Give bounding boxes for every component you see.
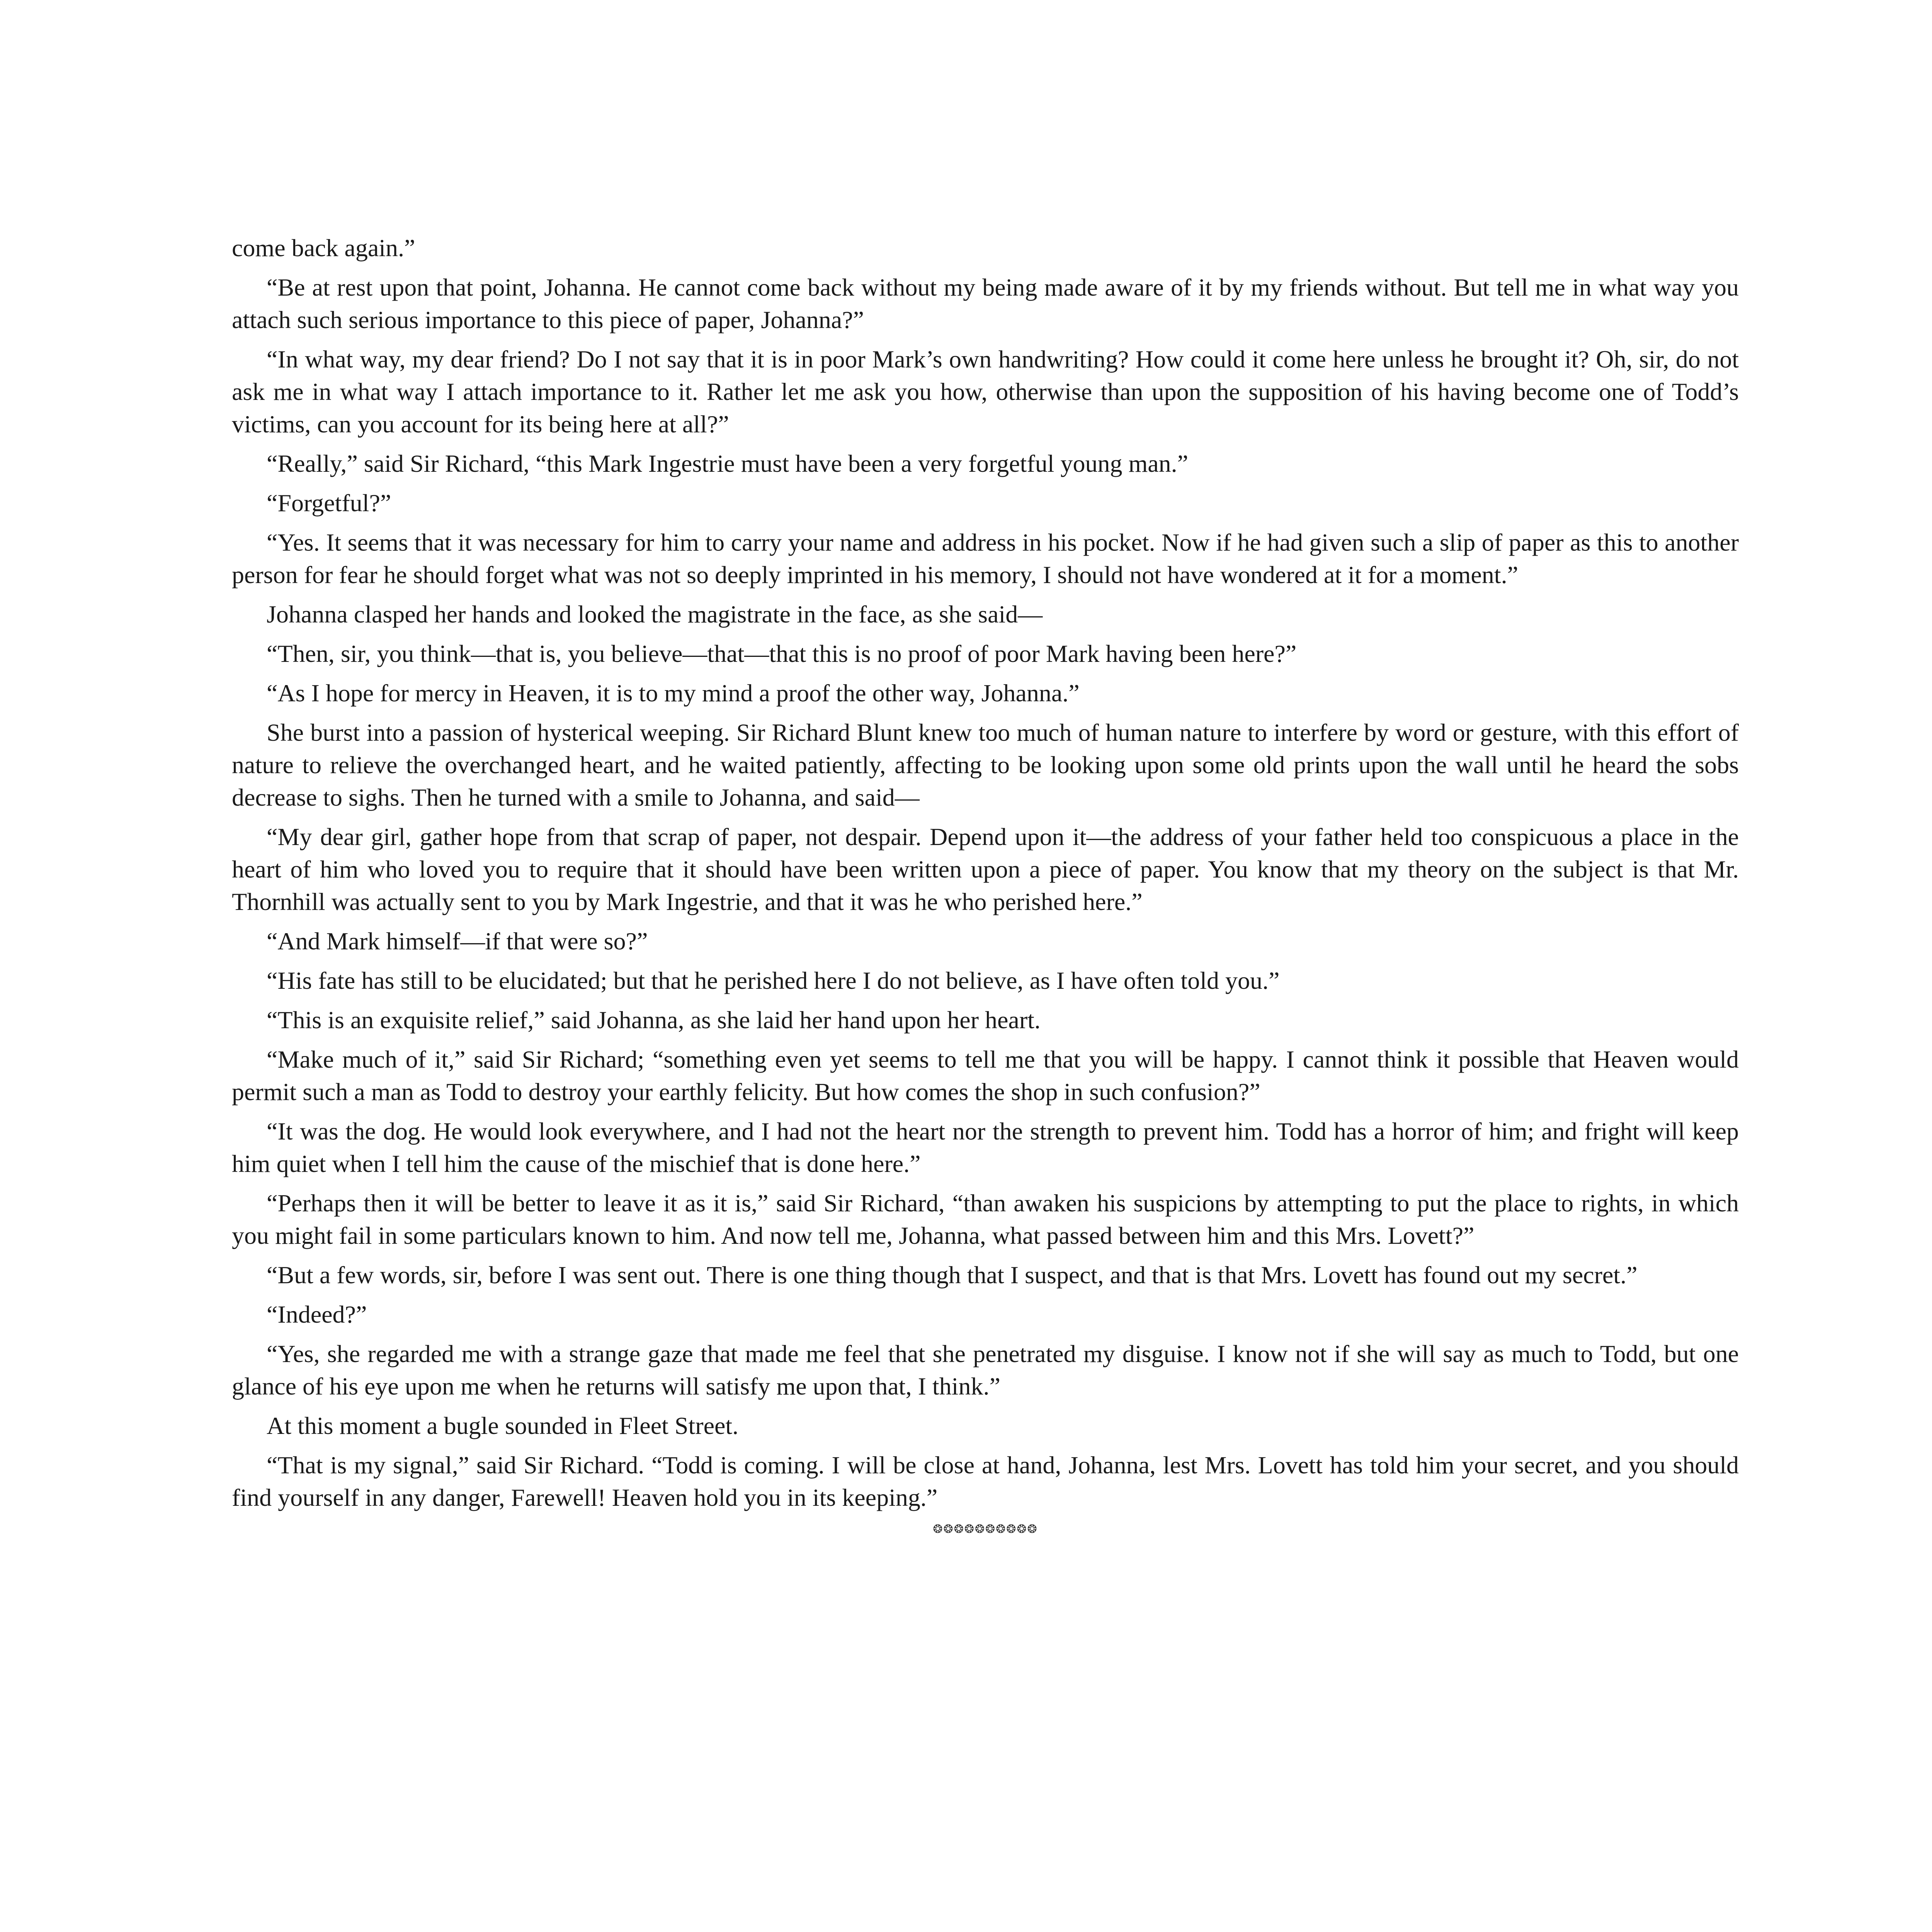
paragraph-14: “This is an exquisite relief,” said Johanna, as she laid her hand upon her heart.: [267, 1006, 1041, 1034]
paragraph-2: “Be at rest upon that point, Johanna. He cannot come back without my being made aware of it by my friends without. But tell me in what way you attach such serious importance to this piece of paper, Johanna?”: [232, 274, 1739, 333]
paragraph-18: “But a few words, sir, before I was sent out. There is one thing though that I suspect, and that is that Mrs. Lovett has found out my secret.”: [267, 1261, 1638, 1289]
paragraph-1: come back again.”: [232, 234, 415, 262]
paragraph-19: “Indeed?”: [267, 1301, 367, 1328]
paragraph-8: “Then, sir, you think—that is, you believe—that—that this is no proof of poor Mark having been here?”: [267, 640, 1297, 667]
paragraph-13: “His fate has still to be elucidated; but that he perished here I do not believe, as I have often told you.”: [267, 967, 1280, 994]
page-body: [232, 232, 1739, 1537]
paragraph-16: “It was the dog. He would look everywhere, and I had not the heart nor the strength to prevent him. Todd has a horror of him; and fright will keep him quiet when I tell him the cause of the mischief that is done here.”: [232, 1117, 1739, 1177]
paragraph-10: She burst into a passion of hysterical weeping. Sir Richard Blunt knew too much of human nature to interfere by word or gesture, with this effort of nature to relieve the overchanged heart, and he waited patiently, affecting to be looking upon some old prints upon the wall until he heard the sobs decrease to sighs. Then he turned with a smile to Johanna, and said—: [232, 719, 1739, 811]
section-end-ornament: ❂❂❂❂❂❂❂❂❂❂: [933, 1522, 1038, 1536]
paragraph-11: “My dear girl, gather hope from that scrap of paper, not despair. Depend upon it—the address of your father held too conspicuous a place in the heart of him who loved you to require that it should have been written upon a piece of paper. You know that my theory on the subject is that Mr. Thornhill was actually sent to you by Mark Ingestrie, and that it was he who perished here.”: [232, 823, 1739, 915]
paragraph-12: “And Mark himself—if that were so?”: [267, 927, 648, 955]
paragraph-9: “As I hope for mercy in Heaven, it is to my mind a proof the other way, Johanna.”: [267, 679, 1080, 707]
paragraph-4: “Really,” said Sir Richard, “this Mark Ingestrie must have been a very forgetful young man.”: [267, 450, 1189, 477]
paragraph-20: “Yes, she regarded me with a strange gaze that made me feel that she penetrated my disguise. I know not if she will say as much to Todd, but one glance of his eye upon me when he returns will satisfy me upon that, I think.”: [232, 1340, 1739, 1400]
paragraph-7: Johanna clasped her hands and looked the magistrate in the face, as she said—: [267, 600, 1043, 628]
paragraph-15: “Make much of it,” said Sir Richard; “something even yet seems to tell me that you will be happy. I cannot think it possible that Heaven would permit such a man as Todd to destroy your earthly felicity. But how comes the shop in such confusion?”: [232, 1046, 1739, 1105]
paragraph-3: “In what way, my dear friend? Do I not say that it is in poor Mark’s own handwriting? How could it come here unless he brought it? Oh, sir, do not ask me in what way I attach importance to it. Rather let me ask you how, otherwise than upon the supposition of his having become one of Todd’s victims, can you account for its being here at all?”: [232, 345, 1739, 438]
paragraph-21: At this moment a bugle sounded in Fleet Street.: [267, 1412, 739, 1439]
paragraph-6: “Yes. It seems that it was necessary for him to carry your name and address in his pocket. Now if he had given such a slip of paper as this to another person for fear he should forget what was not so deeply imprinted in his memory, I should not have wondered at it for a moment.”: [232, 529, 1739, 588]
paragraph-5: “Forgetful?”: [267, 489, 391, 517]
paragraph-22: “That is my signal,” said Sir Richard. “Todd is coming. I will be close at hand, Johanna, lest Mrs. Lovett has told him your secret, and you should find yourself in any danger, Farewell! Heaven hold you in its keeping.”: [232, 1451, 1739, 1511]
paragraph-17: “Perhaps then it will be better to leave it as it is,” said Sir Richard, “than awaken his suspicions by attempting to put the place to rights, in which you might fail in some particulars known to him. And now tell me, Johanna, what passed between him and this Mrs. Lovett?”: [232, 1189, 1739, 1249]
